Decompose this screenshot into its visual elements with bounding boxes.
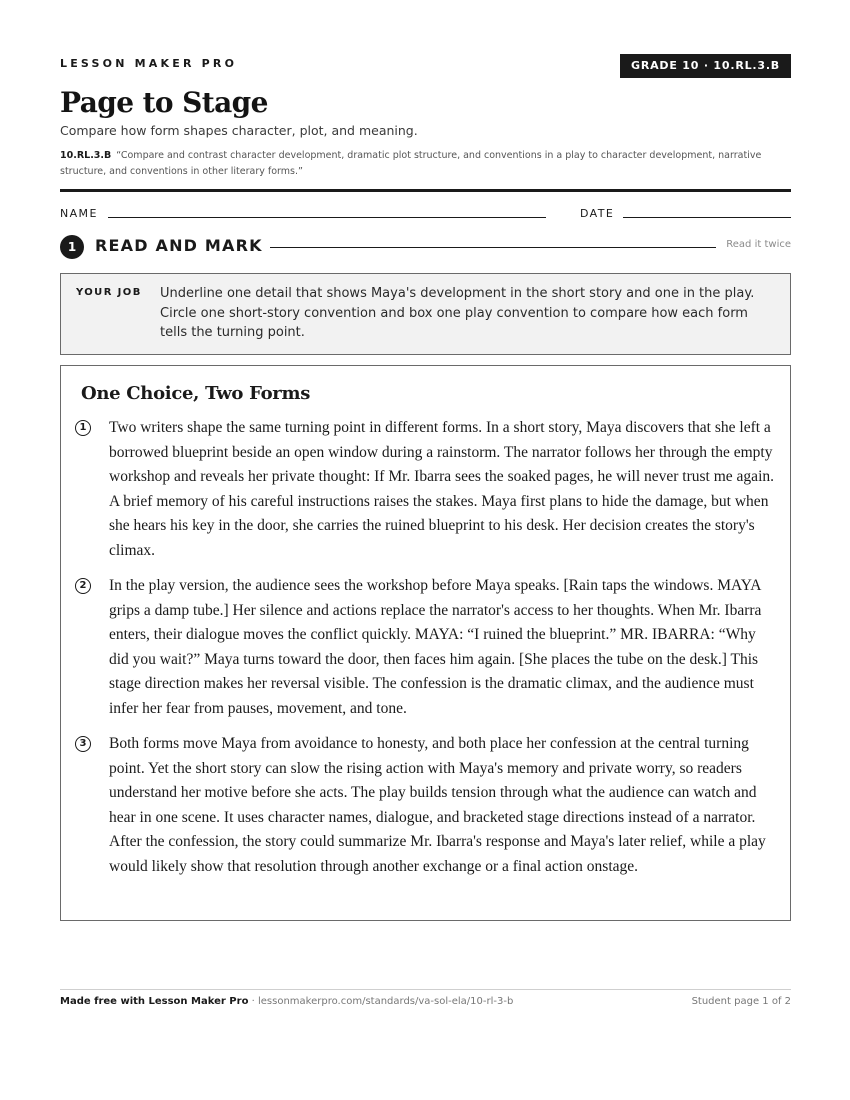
page-title: Page to Stage	[60, 86, 268, 119]
footer-url[interactable]: lessonmakerpro.com/standards/va-sol-ela/10-rl-3-b	[257, 996, 514, 1007]
section-rule	[270, 247, 716, 248]
name-line[interactable]	[108, 217, 546, 218]
standard-statement	[60, 148, 791, 180]
grade-badge: GRADE 10 · 10.RL.3.B	[620, 54, 791, 78]
paragraph-text: In the play version, the audience sees the workshop before Maya speaks. [Rain taps the windows. MAYA grips a damp tube.] Her silence and actions replace the narrator's access to her thoughts. When Mr. Ibarra enters, their dialogue moves the conflict quickly. MAYA: “I ruined the blueprint.” MR. IBARRA: “Why did you wait?” Maya turns toward the door, then faces him again. [She places the tube on the desk.] This stage direction makes her reversal visible. The confession is the dramatic climax, and the audience must infer her fear from pauses, movement, and tone.	[109, 577, 762, 717]
date-label: DATE	[580, 207, 615, 220]
footer-page-label: Student page 1 of 2	[691, 996, 791, 1007]
section-title: READ AND MARK	[95, 236, 263, 255]
your-job-box	[60, 273, 791, 355]
standard-code: 10.RL.3.B	[60, 150, 112, 161]
date-line[interactable]	[623, 217, 791, 218]
section-number: 1	[60, 235, 84, 259]
footer-credit	[60, 996, 513, 1007]
footer-made-with: Made free with Lesson Maker Pro	[60, 996, 249, 1007]
passage-title: One Choice, Two Forms	[81, 383, 311, 404]
paragraph-number: 3	[75, 736, 91, 752]
your-job-text: Underline one detail that shows Maya's development in the short story and one in the play. Circle one short-story convention and box one play convention to compare how each form tells the turning point.	[160, 286, 755, 340]
brand-name: LESSON MAKER PRO	[60, 57, 238, 70]
footer-divider	[60, 989, 791, 990]
worksheet-page	[60, 0, 791, 1100]
paragraph-number: 1	[75, 420, 91, 436]
header-divider	[60, 189, 791, 192]
paragraph-number: 2	[75, 578, 91, 594]
paragraph-text: Two writers shape the same turning point in different forms. In a short story, Maya discovers that she left a borrowed blueprint beside an open window during a rainstorm. The narrator follows her through the empty workshop and reveals her private thought: If Mr. Ibarra sees the soaked pages, he will never trust me again. A brief memory of his careful instructions raises the stakes. Maya first plans to hide the damage, but when she hears his key in the door, she carries the ruined blueprint to his desk. Her decision creates the story's climax.	[109, 419, 774, 559]
footer-separator: ·	[248, 996, 258, 1007]
name-label: NAME	[60, 207, 98, 220]
paragraph-text: Both forms move Maya from avoidance to honesty, and both place her confession at the central turning point. Yet the short story can slow the rising action with Maya's memory and private worry, so readers understand her motive before she acts. The play builds tension through what the audience can watch and hear in one scene. It uses character names, dialogue, and bracketed stage directions instead of a narrator. After the confession, the story could summarize Mr. Ibarra's response and Maya's later relief, while a play would likely show that resolution through another exchange or a final action onstage.	[109, 735, 766, 875]
standard-text: “Compare and contrast character development, dramatic plot structure, and conventions in a play to character development, narrative structure, and conventions in other literary forms.”	[60, 150, 762, 177]
passage-box	[60, 365, 791, 921]
page-subtitle: Compare how form shapes character, plot, and meaning.	[60, 123, 418, 138]
your-job-label: YOUR JOB	[76, 287, 142, 298]
section-note: Read it twice	[726, 239, 791, 250]
